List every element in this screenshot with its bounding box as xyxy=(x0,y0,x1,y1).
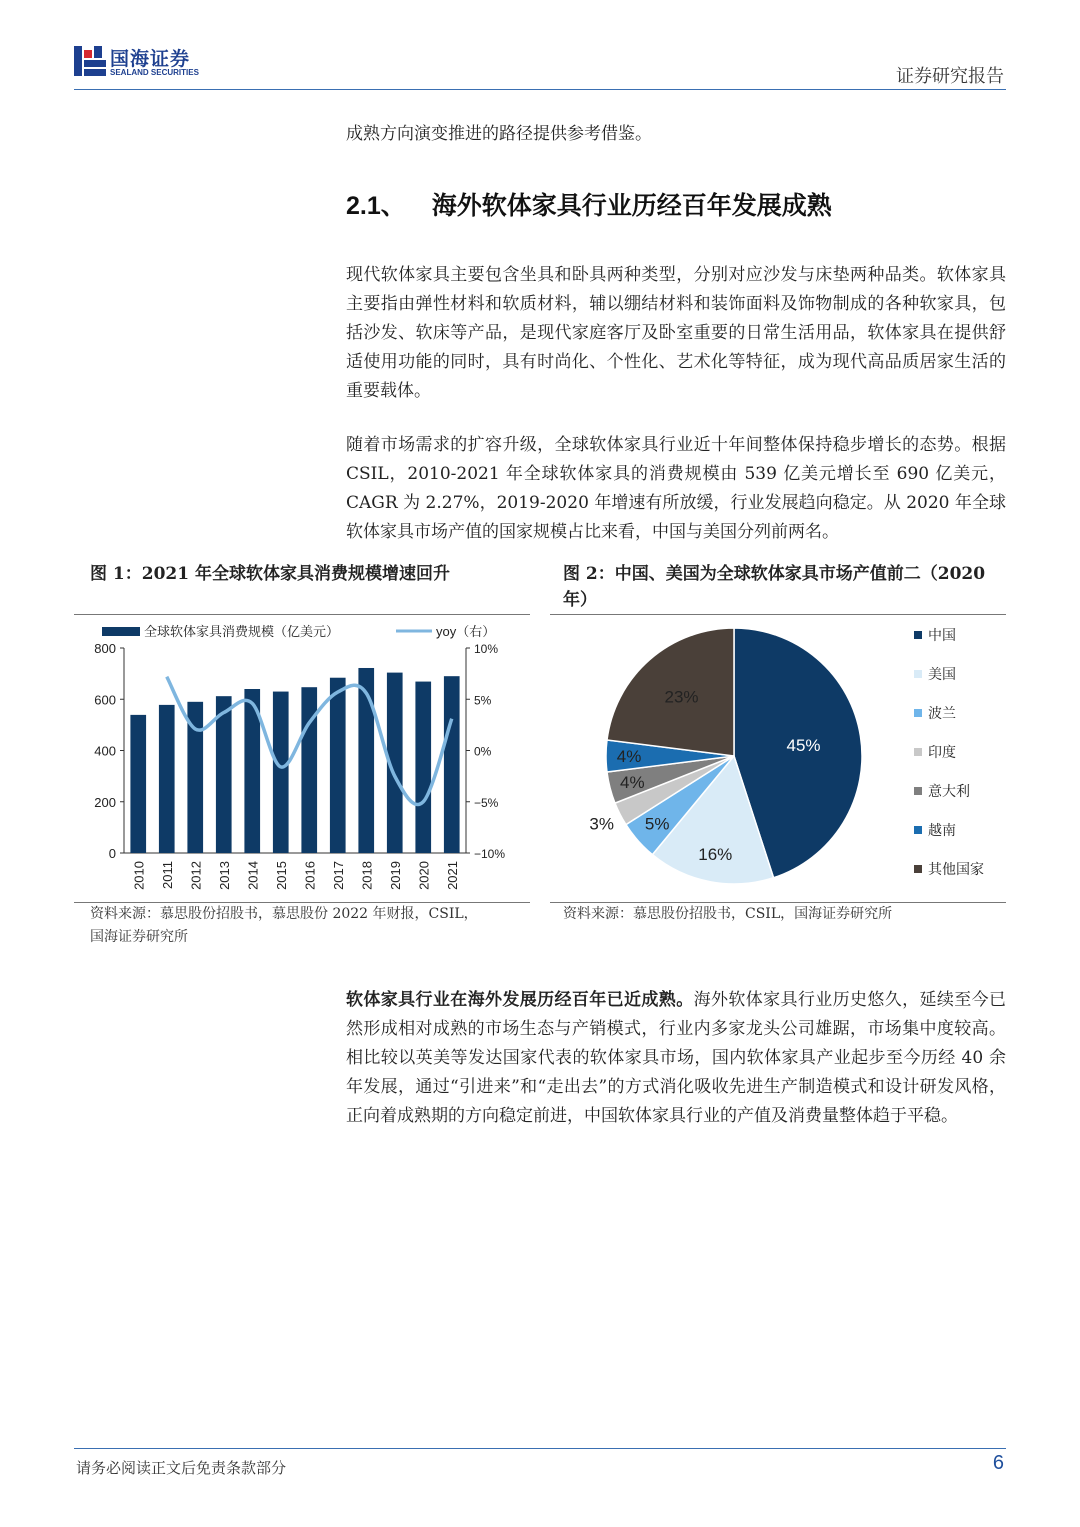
x-tick-label: 2011 xyxy=(159,861,175,889)
x-tick-label: 2021 xyxy=(444,861,460,890)
paragraph xyxy=(346,431,1006,547)
report-type: 证券研究报告 xyxy=(896,66,1004,87)
figure-2-title-line: 年） xyxy=(563,590,597,610)
bar xyxy=(301,687,317,853)
paragraph-text: 随着市场需求的扩容升级，全球软体家具行业近十年间整体保持稳步增长的态势。根据 CSIL，2010-2021 年全球软体家具的消费规模由 539 亿美元增长至 690 亿美元，CAGR 为 2.27%，2019-2020 年增速有所放缓，行业发展趋向稳定。从 2020 年全球软体家具市场产值的国家规模占比来看，中国与美国分列前两名。 xyxy=(346,435,1006,542)
bar xyxy=(273,692,289,853)
y2-tick-label: 5% xyxy=(474,693,492,708)
legend-swatch xyxy=(914,865,922,873)
legend-label: 越南 xyxy=(928,822,956,838)
x-tick-label: 2016 xyxy=(302,861,318,890)
figure-1-title: 图 1：2021 年全球软体家具消费规模增速回升 xyxy=(90,564,450,584)
y-tick-label: 600 xyxy=(94,692,116,708)
x-tick-label: 2010 xyxy=(131,861,147,890)
paragraph-text: 现代软体家具主要包含坐具和卧具两种类型，分别对应沙发与床垫两种品类。软体家具主要指由弹性材料和软质材料，辅以绷结材料和装饰面料及饰物制成的各种软家具，包括沙发、软床等产品，是现代家庭客厅及卧室重要的日常生活用品，软体家具在提供舒适使用功能的同时，具有时尚化、个性化、艺术化等特征，成为现代高品质居家生活的重要载体。 xyxy=(346,265,1006,401)
y2-tick-label: −10% xyxy=(474,847,506,861)
brand-name-en: SEALAND SECURITIES xyxy=(110,68,199,77)
figure-1-source xyxy=(90,903,478,949)
legend-label: 印度 xyxy=(928,744,956,760)
figure-1-top-rule xyxy=(74,614,530,615)
pie-slice-label: 4% xyxy=(616,747,642,766)
legend-swatch-bar xyxy=(102,627,140,636)
bar xyxy=(216,696,232,853)
footer-divider xyxy=(74,1448,1006,1449)
legend-swatch xyxy=(914,631,922,639)
pie-chart xyxy=(550,618,1006,902)
legend-label: 其他国家 xyxy=(928,861,984,877)
figure-2-title xyxy=(563,561,1008,613)
y-tick-label: 200 xyxy=(94,794,116,810)
x-tick-label: 2020 xyxy=(416,861,432,890)
intro-line: 成熟方向演变推进的路径提供参考借鉴。 xyxy=(346,124,652,144)
legend-label: 中国 xyxy=(928,627,956,643)
pie-slice-label: 16% xyxy=(698,845,733,865)
y2-tick-label: 10% xyxy=(474,642,499,656)
y2-tick-label: −5% xyxy=(474,795,499,810)
section-heading xyxy=(346,186,832,222)
pie-slice-label: 4% xyxy=(620,773,645,793)
page-number: 6 xyxy=(992,1452,1004,1474)
figure-1-source-line: 资料来源：慕思股份招股书，慕思股份 2022 年财报，CSIL， xyxy=(90,906,478,922)
y-tick-label: 0 xyxy=(108,846,116,861)
legend-label: 美国 xyxy=(928,666,956,682)
paragraph-text: 海外软体家具行业历史悠久，延续至今已然形成相对成熟的市场生态与产销模式，行业内多家龙头公司雄踞，市场集中度较高。相比较以英美等发达国家代表的软体家具市场，国内软体家具产业起步至今历经 40 余年发展，通过“引进来”和“走出去”的方式消化吸收先进生产制造模式和设计研发风格，正向着成熟期的方向稳定前进，中国软体家具行业的产值及消费量整体趋于平稳。 xyxy=(346,990,1007,1126)
pie-slice-label: 23% xyxy=(664,687,699,707)
section-number: 2.1、 xyxy=(346,192,406,220)
legend-label: 波兰 xyxy=(928,705,956,721)
y-tick-label: 800 xyxy=(94,641,116,656)
y2-tick-label: 0% xyxy=(474,744,492,759)
section-title: 海外软体家具行业历经百年发展成熟 xyxy=(431,191,832,220)
figure-2-top-rule xyxy=(550,614,1006,615)
bar xyxy=(159,705,175,853)
x-tick-label: 2012 xyxy=(188,861,204,890)
x-tick-label: 2019 xyxy=(387,861,403,890)
pie-slice-label: 3% xyxy=(589,814,614,834)
figure-2-title-line: 图 2：中国、美国为全球软体家具市场产值前二（2020 xyxy=(563,564,986,584)
figure-2-chart xyxy=(550,618,1006,906)
header-divider xyxy=(74,89,1006,90)
legend-swatch xyxy=(914,826,922,834)
legend-label: 全球软体家具消费规模（亿美元） xyxy=(144,624,340,639)
paragraph xyxy=(346,261,1006,406)
x-tick-label: 2018 xyxy=(359,861,375,890)
x-tick-label: 2017 xyxy=(330,861,346,890)
paragraph-lead: 软体家具行业在海外发展历经百年已近成熟。 xyxy=(346,990,694,1010)
legend-swatch xyxy=(914,787,922,795)
pie-slice-label: 5% xyxy=(644,814,670,834)
legend-label: yoy（右） xyxy=(436,624,496,639)
y-tick-label: 400 xyxy=(94,743,116,759)
bar xyxy=(330,678,346,853)
bar xyxy=(415,682,431,853)
figure-1-chart xyxy=(74,618,530,906)
brand-name: 国海证券 xyxy=(110,48,191,70)
legend-label: 意大利 xyxy=(928,783,970,799)
x-tick-label: 2015 xyxy=(273,861,289,890)
x-tick-label: 2014 xyxy=(245,861,261,890)
bar xyxy=(444,676,460,853)
figure-2-source: 资料来源：慕思股份招股书，CSIL，国海证券研究所 xyxy=(563,906,893,922)
footer-disclaimer: 请务必阅读正文后免责条款部分 xyxy=(76,1459,287,1477)
legend-swatch xyxy=(914,748,922,756)
bar xyxy=(130,715,146,853)
legend-swatch xyxy=(914,670,922,678)
paragraph xyxy=(346,986,1006,1131)
sealand-logo-icon xyxy=(74,46,106,76)
figure-1-source-line: 国海证券研究所 xyxy=(90,929,188,945)
bar-line-chart xyxy=(74,618,530,902)
x-tick-label: 2013 xyxy=(216,861,232,890)
pie-slice-label: 45% xyxy=(786,735,821,755)
legend-swatch xyxy=(914,709,922,717)
